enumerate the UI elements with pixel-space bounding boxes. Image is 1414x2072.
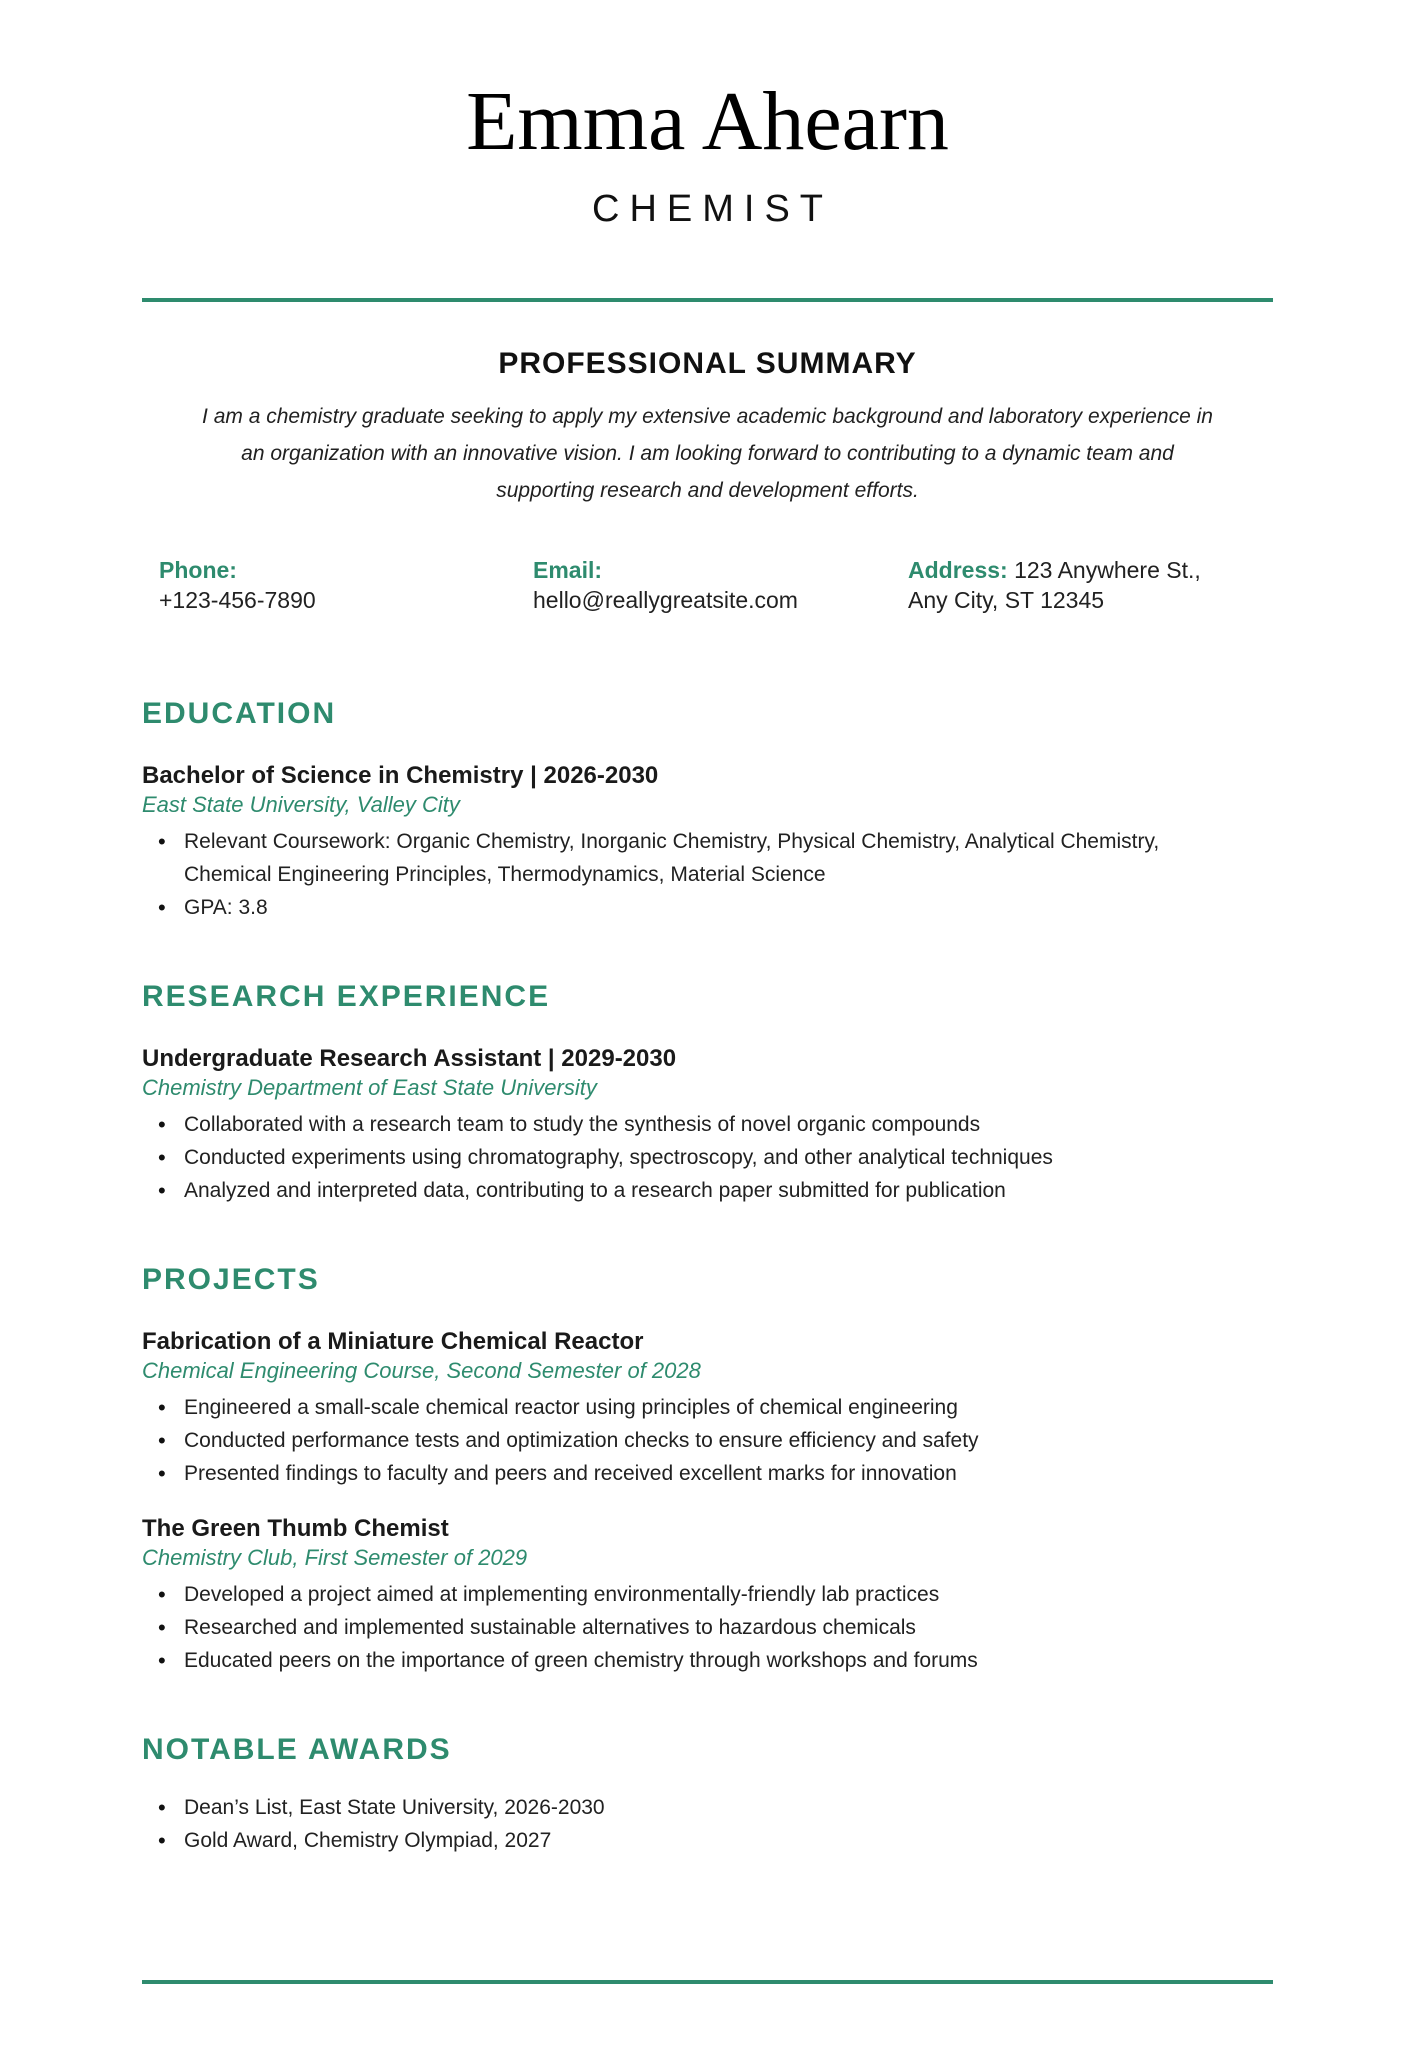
- entry-subtitle: Chemistry Department of East State University: [142, 1075, 597, 1100]
- bottom-divider: [142, 1980, 1273, 1984]
- summary-section: [142, 346, 1273, 509]
- section-heading: NOTABLE AWARDS: [142, 1733, 452, 1766]
- email-block: [533, 555, 908, 615]
- bullet-item: • Collaborated with a research team to study the synthesis of novel organic compounds: [142, 1108, 1194, 1141]
- entry-title: Bachelor of Science in Chemistry | 2026-2030: [142, 762, 659, 789]
- section-education: [142, 695, 1273, 924]
- phone-value: +123-456-7890: [159, 587, 316, 613]
- education-entry: [142, 761, 1273, 924]
- bullet-list: [142, 1391, 1273, 1490]
- person-name: Emma Ahearn: [466, 75, 949, 168]
- bullet-list: [142, 1578, 1273, 1677]
- summary-heading: PROFESSIONAL SUMMARY: [498, 347, 917, 380]
- project-entry-1: [142, 1327, 1273, 1490]
- bullet-item: • Educated peers on the importance of green chemistry through workshops and forums: [142, 1644, 1194, 1677]
- section-heading: EDUCATION: [142, 697, 337, 730]
- entry-title: The Green Thumb Chemist: [142, 1515, 449, 1542]
- project-entry-2: [142, 1514, 1273, 1677]
- address-line-1: [908, 555, 1273, 585]
- section-heading: PROJECTS: [142, 1263, 320, 1296]
- bullet-list: [142, 1108, 1273, 1207]
- bullet-item: • Researched and implemented sustainable alternatives to hazardous chemicals: [142, 1611, 1194, 1644]
- bullet-item: • Relevant Coursework: Organic Chemistry, Inorganic Chemistry, Physical Chemistry, Analytical Chemistry, Chemical Engineering Principles, Thermodynamics, Material Science: [142, 825, 1194, 891]
- contact-row: [142, 555, 1273, 615]
- person-role: CHEMIST: [592, 188, 833, 230]
- address-line-2: Any City, ST 12345: [908, 587, 1105, 613]
- email-value: hello@reallygreatsite.com: [533, 587, 798, 613]
- section-heading: RESEARCH EXPERIENCE: [142, 980, 551, 1013]
- bullet-item: • Dean’s List, East State University, 2026-2030: [142, 1791, 1194, 1824]
- address-block: [908, 555, 1273, 615]
- bullet-item: • Conducted experiments using chromatography, spectroscopy, and other analytical techniques: [142, 1141, 1194, 1174]
- resume-header: [142, 72, 1273, 232]
- bullet-item: • GPA: 3.8: [142, 891, 1194, 924]
- research-entry: [142, 1044, 1273, 1207]
- section-projects: [142, 1261, 1273, 1677]
- entry-subtitle: Chemistry Club, First Semester of 2029: [142, 1545, 528, 1570]
- entry-title: Undergraduate Research Assistant | 2029-2030: [142, 1045, 677, 1072]
- entry-subtitle: East State University, Valley City: [142, 792, 460, 817]
- summary-text: I am a chemistry graduate seeking to apply my extensive academic background and laboratory experience in an organization with an innovative vision. I am looking forward to contributing to a dynamic team and supporting research and development efforts.: [202, 405, 1213, 502]
- resume-page: [0, 72, 1414, 2072]
- section-research-experience: [142, 978, 1273, 1207]
- email-label: Email:: [533, 557, 603, 583]
- bullet-item: • Engineered a small-scale chemical reactor using principles of chemical engineering: [142, 1391, 1194, 1424]
- bullet-item: • Gold Award, Chemistry Olympiad, 2027: [142, 1824, 1194, 1857]
- entry-subtitle: Chemical Engineering Course, Second Semester of 2028: [142, 1358, 701, 1383]
- entry-title: Fabrication of a Miniature Chemical Reactor: [142, 1328, 644, 1355]
- bullet-item: • Presented findings to faculty and peers and received excellent marks for innovation: [142, 1457, 1194, 1490]
- section-notable-awards: [142, 1731, 1273, 1857]
- bullet-list: [142, 1791, 1273, 1857]
- bullet-item: • Conducted performance tests and optimization checks to ensure efficiency and safety: [142, 1424, 1194, 1457]
- address-label: Address:: [908, 557, 1008, 583]
- bullet-item: • Analyzed and interpreted data, contributing to a research paper submitted for publication: [142, 1174, 1194, 1207]
- phone-label: Phone:: [159, 557, 237, 583]
- bullet-item: • Developed a project aimed at implementing environmentally-friendly lab practices: [142, 1578, 1194, 1611]
- address-value-1: 123 Anywhere St.,: [1014, 557, 1201, 583]
- top-divider: [142, 298, 1273, 302]
- phone-block: [159, 555, 533, 615]
- bullet-list: [142, 825, 1273, 924]
